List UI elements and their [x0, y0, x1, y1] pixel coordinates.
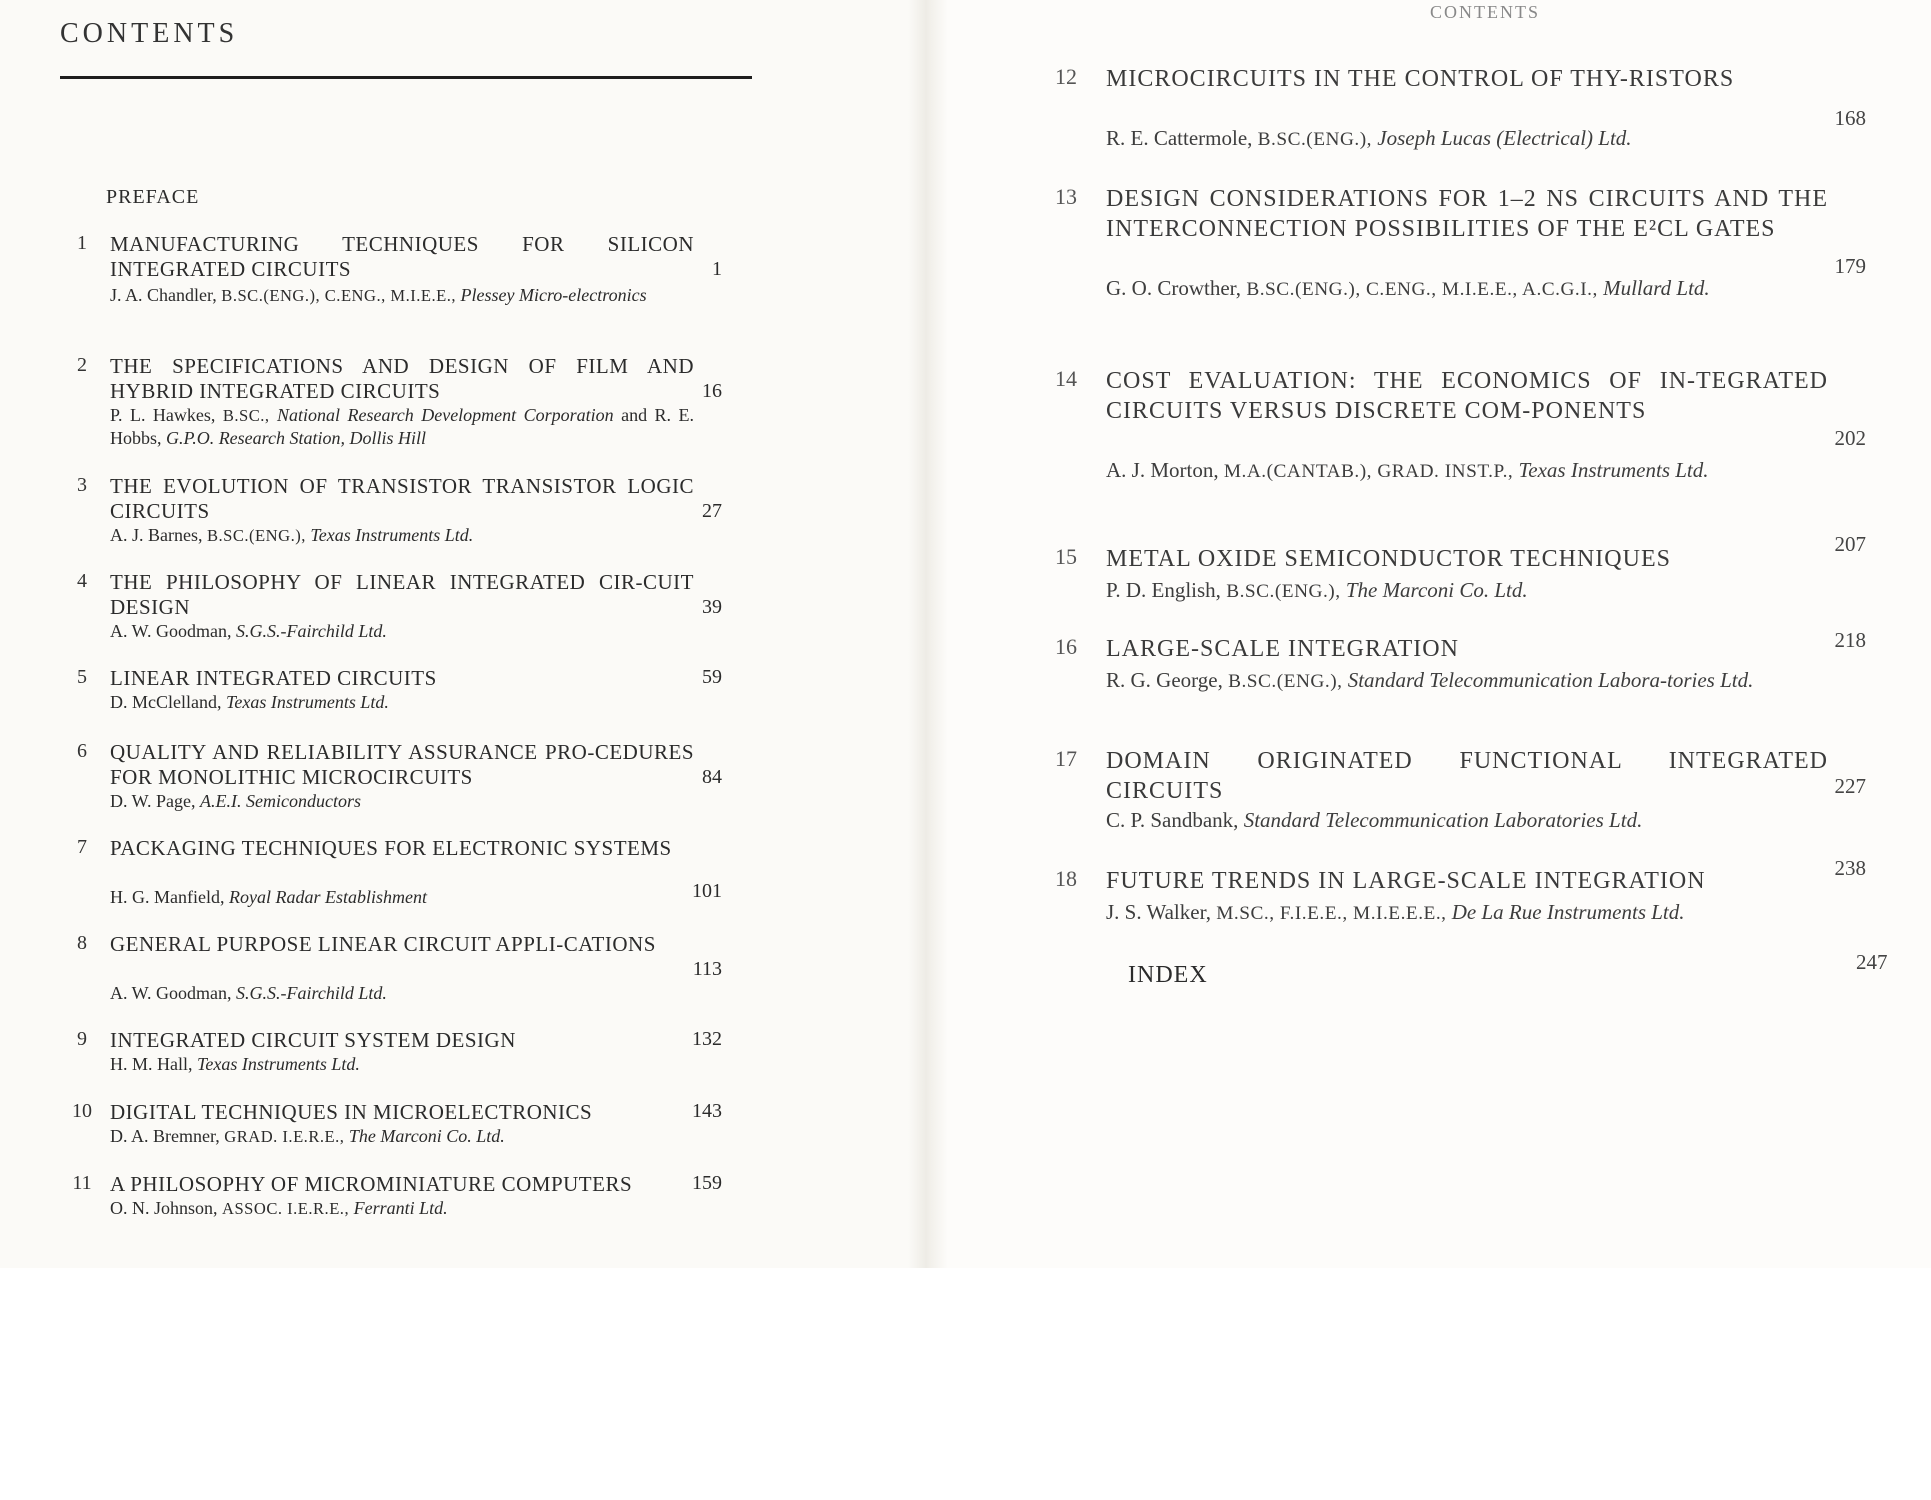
preface-entry: PREFACE: [106, 186, 200, 208]
chapter-author: [110, 620, 694, 643]
chapter-title: COST EVALUATION: THE ECONOMICS OF IN-TEGRATED CIRCUITS VERSUS DISCRETE COM-PONENTS: [1106, 368, 1828, 424]
author-affiliation: The Marconi Co. Ltd.: [1345, 578, 1528, 602]
author-affiliation: The Marconi Co. Ltd.: [348, 1126, 505, 1146]
chapter-author: [110, 982, 694, 1005]
author-qualifications: B.SC.(ENG.),: [1257, 129, 1373, 150]
chapter-title: QUALITY AND RELIABILITY ASSURANCE PRO-CEDURES FOR MONOLITHIC MICROCIRCUITS: [110, 740, 694, 789]
page-number: 207: [1834, 532, 1866, 556]
page-number: 143: [692, 1100, 722, 1122]
chapter-number: 12: [1055, 64, 1077, 89]
index-page-number: 247: [1856, 950, 1888, 974]
author-affiliation: Plessey Micro-electronics: [460, 285, 647, 305]
chapter-number: 1: [77, 232, 87, 254]
page-number: 27: [702, 500, 722, 522]
chapter-title: LARGE-SCALE INTEGRATION: [1106, 636, 1459, 662]
author-qualifications: ASSOC. I.E.R.E.,: [222, 1199, 350, 1218]
chapter-number: 9: [77, 1028, 87, 1050]
author-affiliation: Royal Radar Establishment: [228, 887, 427, 907]
chapter-title: DOMAIN ORIGINATED FUNCTIONAL INTEGRATED CIRCUITS: [1106, 748, 1828, 804]
second-author-affiliation: G.P.O. Research Station, Dollis Hill: [166, 428, 427, 448]
page-number: 39: [702, 596, 722, 618]
chapter-author: [110, 886, 694, 909]
page-number: 159: [692, 1172, 722, 1194]
page-number: 168: [1834, 106, 1866, 130]
author-affiliation: Mullard Ltd.: [1603, 276, 1710, 300]
author-name: O. N. Johnson,: [110, 1198, 218, 1218]
page-number: 202: [1834, 426, 1866, 450]
chapter-title: MANUFACTURING TECHNIQUES FOR SILICON INTEGRATED CIRCUITS: [110, 232, 694, 281]
chapter-number: 4: [77, 570, 87, 592]
chapter-author: [1106, 576, 1828, 606]
author-name: A. W. Goodman,: [110, 983, 232, 1003]
chapter-author: [1106, 806, 1828, 835]
author-qualifications: B.SC.(ENG.), C.ENG., M.I.E.E., A.C.G.I.,: [1246, 279, 1598, 300]
chapter-title: LINEAR INTEGRATED CIRCUITS: [110, 666, 437, 690]
author-qualifications: B.SC.(ENG.), C.ENG., M.I.E.E.,: [221, 286, 456, 305]
toc-entry: [1046, 64, 1916, 184]
chapter-title: INTEGRATED CIRCUIT SYSTEM DESIGN: [110, 1028, 516, 1052]
author-affiliation: National Research Development Corporation: [277, 405, 614, 425]
page-number: 132: [692, 1028, 722, 1050]
author-name: G. O. Crowther,: [1106, 276, 1242, 300]
author-affiliation: Texas Instruments Ltd.: [310, 525, 474, 545]
author-name: C. P. Sandbank,: [1106, 808, 1239, 832]
author-affiliation: A.E.I. Semiconductors: [200, 791, 361, 811]
author-name: J. A. Chandler,: [110, 285, 217, 305]
chapter-title: METAL OXIDE SEMICONDUCTOR TECHNIQUES: [1106, 546, 1671, 572]
author-qualifications: B.SC.(ENG.),: [1226, 581, 1341, 602]
chapter-title: THE PHILOSOPHY OF LINEAR INTEGRATED CIR-CUIT DESIGN: [110, 570, 694, 619]
author-affiliation: Standard Telecommunication Laboratories Ltd.: [1243, 808, 1643, 832]
page-number: 84: [702, 766, 722, 788]
page-number: 16: [702, 380, 722, 402]
author-name: A. J. Morton,: [1106, 458, 1219, 482]
chapter-number: 2: [77, 354, 87, 376]
toc-entry: [62, 232, 772, 352]
page-number: 101: [692, 880, 722, 902]
toc-entry: [62, 354, 772, 474]
author-affiliation: S.G.S.-Fairchild Ltd.: [236, 983, 387, 1003]
chapter-author: [110, 691, 694, 714]
chapter-author: [1106, 666, 1828, 696]
author-name: A. J. Barnes,: [110, 525, 203, 545]
chapter-title: MICROCIRCUITS IN THE CONTROL OF THY-RISTORS: [1106, 66, 1735, 92]
page-number: 59: [702, 666, 722, 688]
book-gutter: [908, 0, 948, 1268]
index-entry: INDEX: [1128, 962, 1208, 988]
chapter-title: GENERAL PURPOSE LINEAR CIRCUIT APPLI-CATIONS: [110, 932, 656, 956]
author-qualifications: B.SC.(ENG.),: [207, 526, 306, 545]
second-author-name: and R. E. Hobbs,: [110, 405, 695, 448]
page-number: 218: [1834, 628, 1866, 652]
author-name: P. L. Hawkes,: [110, 405, 216, 425]
chapter-title: THE SPECIFICATIONS AND DESIGN OF FILM AND HYBRID INTEGRATED CIRCUITS: [110, 354, 694, 403]
page-number: 238: [1834, 856, 1866, 880]
author-affiliation: S.G.S.-Fairchild Ltd.: [236, 621, 387, 641]
chapter-author: [1106, 898, 1828, 928]
toc-entry: [1046, 366, 1916, 486]
page-number: 179: [1834, 254, 1866, 278]
chapter-title: DIGITAL TECHNIQUES IN MICROELECTRONICS: [110, 1100, 593, 1124]
chapter-author: [110, 790, 694, 813]
page-number: 227: [1834, 774, 1866, 798]
author-affiliation: De La Rue Instruments Ltd.: [1451, 900, 1685, 924]
author-affiliation: Ferranti Ltd.: [353, 1198, 448, 1218]
chapter-title: PACKAGING TECHNIQUES FOR ELECTRONIC SYSTEMS: [110, 836, 672, 860]
chapter-title: DESIGN CONSIDERATIONS FOR 1–2 NS CIRCUITS AND THE INTERCONNECTION POSSIBILITIES OF THE E²CL GATES: [1106, 186, 1828, 242]
author-affiliation: Texas Instruments Ltd.: [1518, 458, 1709, 482]
chapter-number: 15: [1055, 544, 1077, 569]
chapter-number: 11: [72, 1172, 92, 1194]
toc-entry: [1046, 746, 1916, 866]
chapter-title: THE EVOLUTION OF TRANSISTOR TRANSISTOR LOGIC CIRCUITS: [110, 474, 694, 523]
chapter-number: 10: [72, 1100, 92, 1122]
chapter-number: 17: [1055, 746, 1077, 771]
author-name: D. W. Page,: [110, 791, 196, 811]
chapter-author: [1106, 274, 1828, 304]
chapter-number: 16: [1055, 634, 1077, 659]
author-qualifications: B.SC.,: [222, 406, 270, 425]
chapter-number: 6: [77, 740, 87, 762]
chapter-title: FUTURE TRENDS IN LARGE-SCALE INTEGRATION: [1106, 868, 1706, 894]
author-name: P. D. English,: [1106, 578, 1221, 602]
author-name: D. McClelland,: [110, 692, 222, 712]
chapter-author: [110, 404, 694, 450]
chapter-title: A PHILOSOPHY OF MICROMINIATURE COMPUTERS: [110, 1172, 633, 1196]
contents-heading-left: CONTENTS: [60, 18, 239, 49]
chapter-number: 3: [77, 474, 87, 496]
author-name: A. W. Goodman,: [110, 621, 232, 641]
author-name: R. G. George,: [1106, 668, 1223, 692]
chapter-number: 8: [77, 932, 87, 954]
chapter-author: [1106, 456, 1828, 486]
chapter-number: 18: [1055, 866, 1077, 891]
author-affiliation: Texas Instruments Ltd.: [225, 692, 389, 712]
chapter-author: [110, 1053, 694, 1076]
author-name: R. E. Cattermole,: [1106, 126, 1253, 150]
toc-entry: [62, 1172, 772, 1292]
author-affiliation: Texas Instruments Ltd.: [197, 1054, 360, 1074]
contents-heading-right: CONTENTS: [1430, 2, 1540, 22]
author-name: H. M. Hall,: [110, 1054, 193, 1074]
author-qualifications: GRAD. I.E.R.E.,: [224, 1127, 345, 1146]
chapter-number: 14: [1055, 366, 1077, 391]
author-qualifications: M.SC., F.I.E.E., M.I.E.E.E.,: [1216, 903, 1447, 924]
toc-entry: [1046, 628, 1916, 754]
page-number: 113: [692, 958, 722, 980]
page-number: 1: [712, 258, 722, 280]
chapter-author: [1106, 124, 1828, 154]
chapter-number: 13: [1055, 184, 1077, 209]
author-name: H. G. Manfield,: [110, 887, 225, 907]
author-affiliation: Joseph Lucas (Electrical) Ltd.: [1377, 126, 1632, 150]
chapter-author: [110, 1125, 694, 1148]
chapter-number: 5: [77, 666, 87, 688]
toc-entry: [1046, 184, 1916, 304]
author-name: D. A. Bremner,: [110, 1126, 220, 1146]
author-name: J. S. Walker,: [1106, 900, 1211, 924]
author-affiliation: Standard Telecommunication Labora-tories Ltd.: [1347, 668, 1754, 692]
chapter-number: 7: [77, 836, 87, 858]
author-qualifications: B.SC.(ENG.),: [1228, 671, 1343, 692]
heading-rule: [60, 76, 752, 79]
chapter-author: [110, 284, 694, 307]
chapter-author: [110, 524, 694, 547]
chapter-author: [110, 1197, 694, 1220]
author-qualifications: M.A.(CANTAB.), GRAD. INST.P.,: [1223, 461, 1514, 482]
